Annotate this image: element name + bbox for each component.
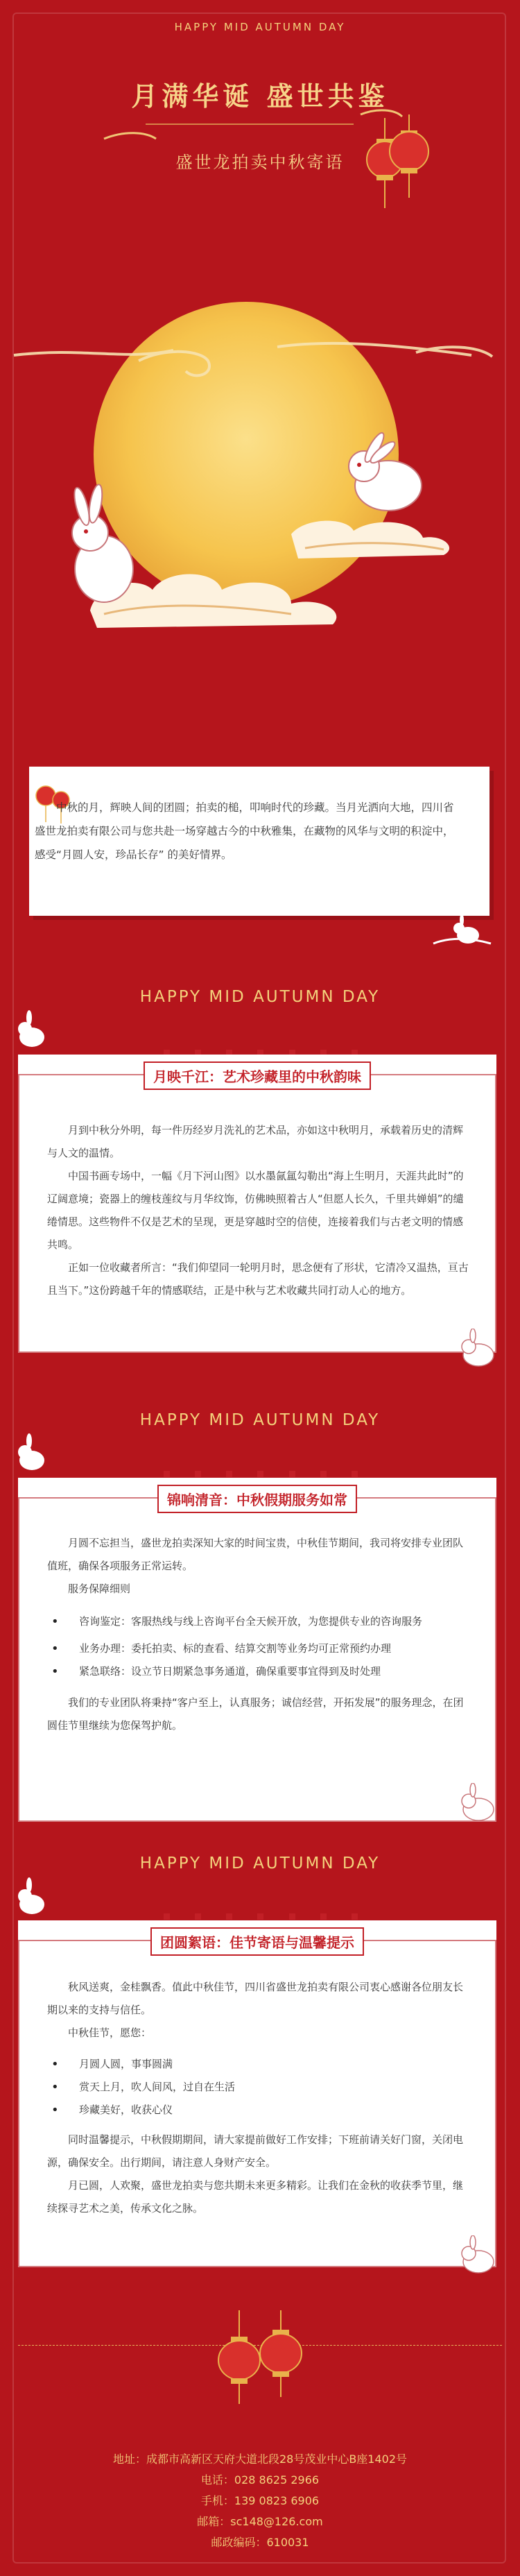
list-title: 中秋佳节，愿您： (68, 2027, 152, 2039)
paragraph: 中国书画专场中，一幅《月下河山图》以水墨氤氲勾勒出“海上生明月，天涯共此时”的辽阔意境；瓷器上的缠枝莲纹与月华纹饰，仿佛映照着古人“但愿人长久，千里共婵娟”的缱绻情思。这些物件不仅是艺术的呈现，更是穿越时空的信使，连接着我们与古老文明的情感共鸣。 (47, 1170, 464, 1251)
section-title: 锦响清音：中秋假期服务如常 (157, 1485, 357, 1513)
lantern-icon (205, 2310, 315, 2407)
full-moon-icon (94, 302, 399, 607)
list-item: • 咨询鉴定：客服热线与线上咨询平台全天候开放，为您提供专业的咨询服务 (51, 1610, 470, 1633)
section-card-greetings (18, 1920, 496, 2267)
section-english-heading: HAPPY MID AUTUMN DAY (139, 1854, 381, 1873)
dot-divider (164, 1913, 358, 1920)
section-card-art (18, 1055, 496, 1353)
paragraph: 我们的专业团队将秉持“客户至上，认真服务；诚信经营，开拓发展”的服务理念，在团圆佳节里继续为您保驾护航。 (47, 1696, 464, 1732)
rabbit-icon (458, 1329, 506, 1370)
page-subtitle: 盛世龙拍卖中秋寄语 (175, 153, 345, 172)
paragraph: 月已圆，人欢聚，盛世龙拍卖与您共期未来更多精彩。让我们在金秋的收获季节里，继续探寻艺术之美，传承文化之脉。 (47, 2179, 464, 2215)
footer-postcode: 邮政编码：610031 (211, 2536, 309, 2549)
hero-banner (0, 0, 520, 680)
rabbit-icon (458, 2235, 506, 2277)
section-english-heading: HAPPY MID AUTUMN DAY (139, 1411, 381, 1429)
list-item: • 月圆人圆，事事圆满 (51, 2053, 470, 2076)
footer-email: 邮箱：sc148@126.com (197, 2515, 323, 2528)
section-english-heading: HAPPY MID AUTUMN DAY (139, 988, 381, 1006)
dot-divider (164, 1471, 358, 1478)
section-body (47, 1976, 470, 2220)
section-body (47, 1532, 470, 1737)
section-body (47, 1119, 470, 1302)
footer-contact (0, 2449, 520, 2553)
section-title: 团圆絮语：佳节寄语与温馨提示 (150, 1927, 364, 1956)
rabbit-icon (458, 1783, 506, 1825)
wish-list (47, 2053, 470, 2122)
paragraph: 月到中秋分外明，每一件历经岁月洗礼的艺术品，亦如这中秋明月，承载着历史的清辉与人文的温情。 (47, 1124, 464, 1159)
intro-text: 中秋的月，辉映人间的团圆；拍卖的槌，叩响时代的珍藏。当月光洒向大地，四川省盛世龙拍卖有限公司与您共赴一场穿越古今的中秋雅集，在藏物的风华与文明的积淀中，感受“月圆人安，珍品长存” 的美好情界。 (35, 801, 454, 861)
section-card-service (18, 1478, 496, 1822)
page-title: 月满华诞 盛世共鉴 (131, 81, 389, 112)
rabbit-icon (430, 909, 492, 950)
paragraph: 月圆不忘担当，盛世龙拍卖深知大家的时间宝贵，中秋佳节期间，我司将安排专业团队值班，确保各项服务正常运转。 (47, 1537, 464, 1572)
title-divider (146, 123, 354, 125)
list-title: 服务保障细则 (68, 1583, 131, 1595)
rabbit-icon (12, 1877, 54, 1918)
footer-mobile: 手机：139 0823 6906 (200, 2494, 320, 2507)
footer-address: 地址：成都市高新区天府大道北段28号茂业中心B座1402号 (112, 2453, 408, 2466)
rabbit-icon (12, 1433, 54, 1474)
service-list (47, 1610, 470, 1683)
footer-phone: 电话：028 8625 2966 (200, 2473, 320, 2487)
list-item: • 业务办理：委托拍卖、标的查看、结算交割等业务均可正常预约办理 (51, 1637, 470, 1660)
paragraph: 秋风送爽，金桂飘香。值此中秋佳节，四川省盛世龙拍卖有限公司衷心感谢各位朋友长期以来的支持与信任。 (47, 1981, 464, 2016)
hero-english-heading: HAPPY MID AUTUMN DAY (174, 21, 346, 33)
section-title: 月映千江：艺术珍藏里的中秋韵味 (144, 1061, 371, 1090)
rabbit-icon (12, 1009, 54, 1051)
paragraph: 正如一位收藏者所言：“我们仰望同一轮明月时，思念便有了形状，它清冷又温热，亘古且当下。”这份跨越千年的情感联结，正是中秋与艺术收藏共同打动人心的地方。 (47, 1261, 469, 1297)
paragraph: 同时温馨提示，中秋假期期间，请大家提前做好工作安排；下班前请关好门窗，关闭电源，确保安全。出行期间，请注意人身财产安全。 (47, 2133, 464, 2169)
list-item: • 紧急联络：设立节日期紧急事务通道，确保重要事宜得到及时处理 (51, 1660, 470, 1683)
list-item: • 珍藏美好，收获心仪 (51, 2099, 470, 2122)
list-item: • 赏天上月，吹人间风，过自在生活 (51, 2076, 470, 2099)
